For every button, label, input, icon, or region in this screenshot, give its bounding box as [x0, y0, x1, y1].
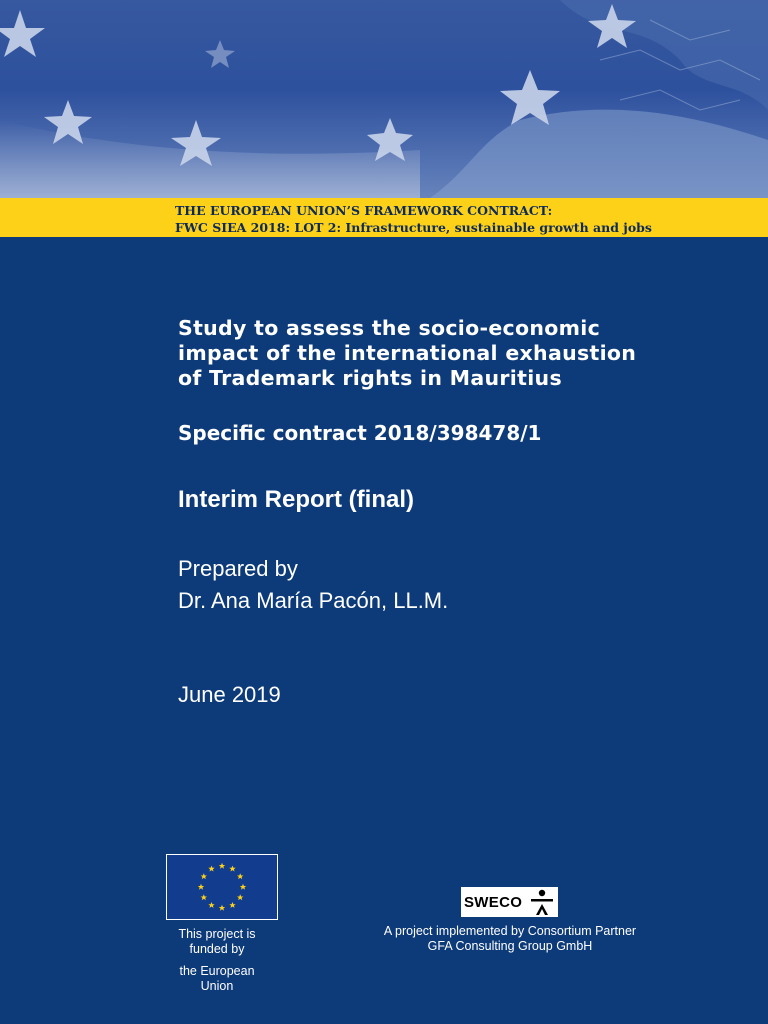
- eu-star: [201, 873, 207, 879]
- study-title-line-1: Study to assess the socio-economic: [178, 316, 601, 340]
- sweco-logo-text: SWECO: [464, 894, 523, 911]
- sweco-figure-icon: [528, 888, 556, 916]
- eu-star: [237, 873, 243, 879]
- study-title-line-2: impact of the international exhaustion: [178, 341, 637, 365]
- eu-star: [219, 863, 225, 869]
- eu-flag-logo: [166, 854, 278, 920]
- cover-banner: [0, 0, 768, 198]
- framework-contract-heading: THE EUROPEAN UNION’S FRAMEWORK CONTRACT:: [175, 203, 553, 218]
- sweco-logo: [461, 887, 558, 917]
- specific-contract: Specific contract 2018/398478/1: [178, 421, 542, 445]
- implementer-line-2: GFA Consulting Group GmbH: [427, 939, 593, 953]
- prepared-by-block: [178, 553, 448, 617]
- eu-funding-caption: [160, 927, 274, 994]
- eu-star: [229, 902, 235, 908]
- eu-star: [229, 866, 235, 872]
- study-title-line-3: of Trademark rights in Mauritius: [178, 366, 562, 390]
- implementer-line-1: A project implemented by Consortium Partner: [383, 924, 637, 938]
- study-title: [178, 316, 738, 391]
- implementer-caption: [360, 924, 660, 954]
- eu-star: [208, 902, 214, 908]
- eu-star: [201, 894, 207, 900]
- eu-funding-line-3: the European: [179, 964, 255, 978]
- report-type: Interim Report (final): [178, 486, 415, 513]
- eu-funding-line-4: Union: [200, 979, 234, 993]
- prepared-by-label: Prepared by: [178, 556, 298, 581]
- publication-date: June 2019: [178, 682, 281, 707]
- eu-star: [208, 866, 214, 872]
- framework-contract-lot: FWC SIEA 2018: LOT 2: Infrastructure, sustainable growth and jobs: [175, 220, 652, 235]
- eu-star: [237, 894, 243, 900]
- eu-funding-line-1: This project is: [178, 927, 256, 941]
- eu-star: [240, 884, 246, 890]
- eu-funding-line-2: funded by: [189, 942, 245, 956]
- eu-flag-stars: [167, 855, 277, 919]
- author-name: Dr. Ana María Pacón, LL.M.: [178, 588, 449, 613]
- eu-star: [219, 905, 225, 911]
- banner-stars-graphic: [0, 0, 768, 198]
- eu-star: [198, 884, 204, 890]
